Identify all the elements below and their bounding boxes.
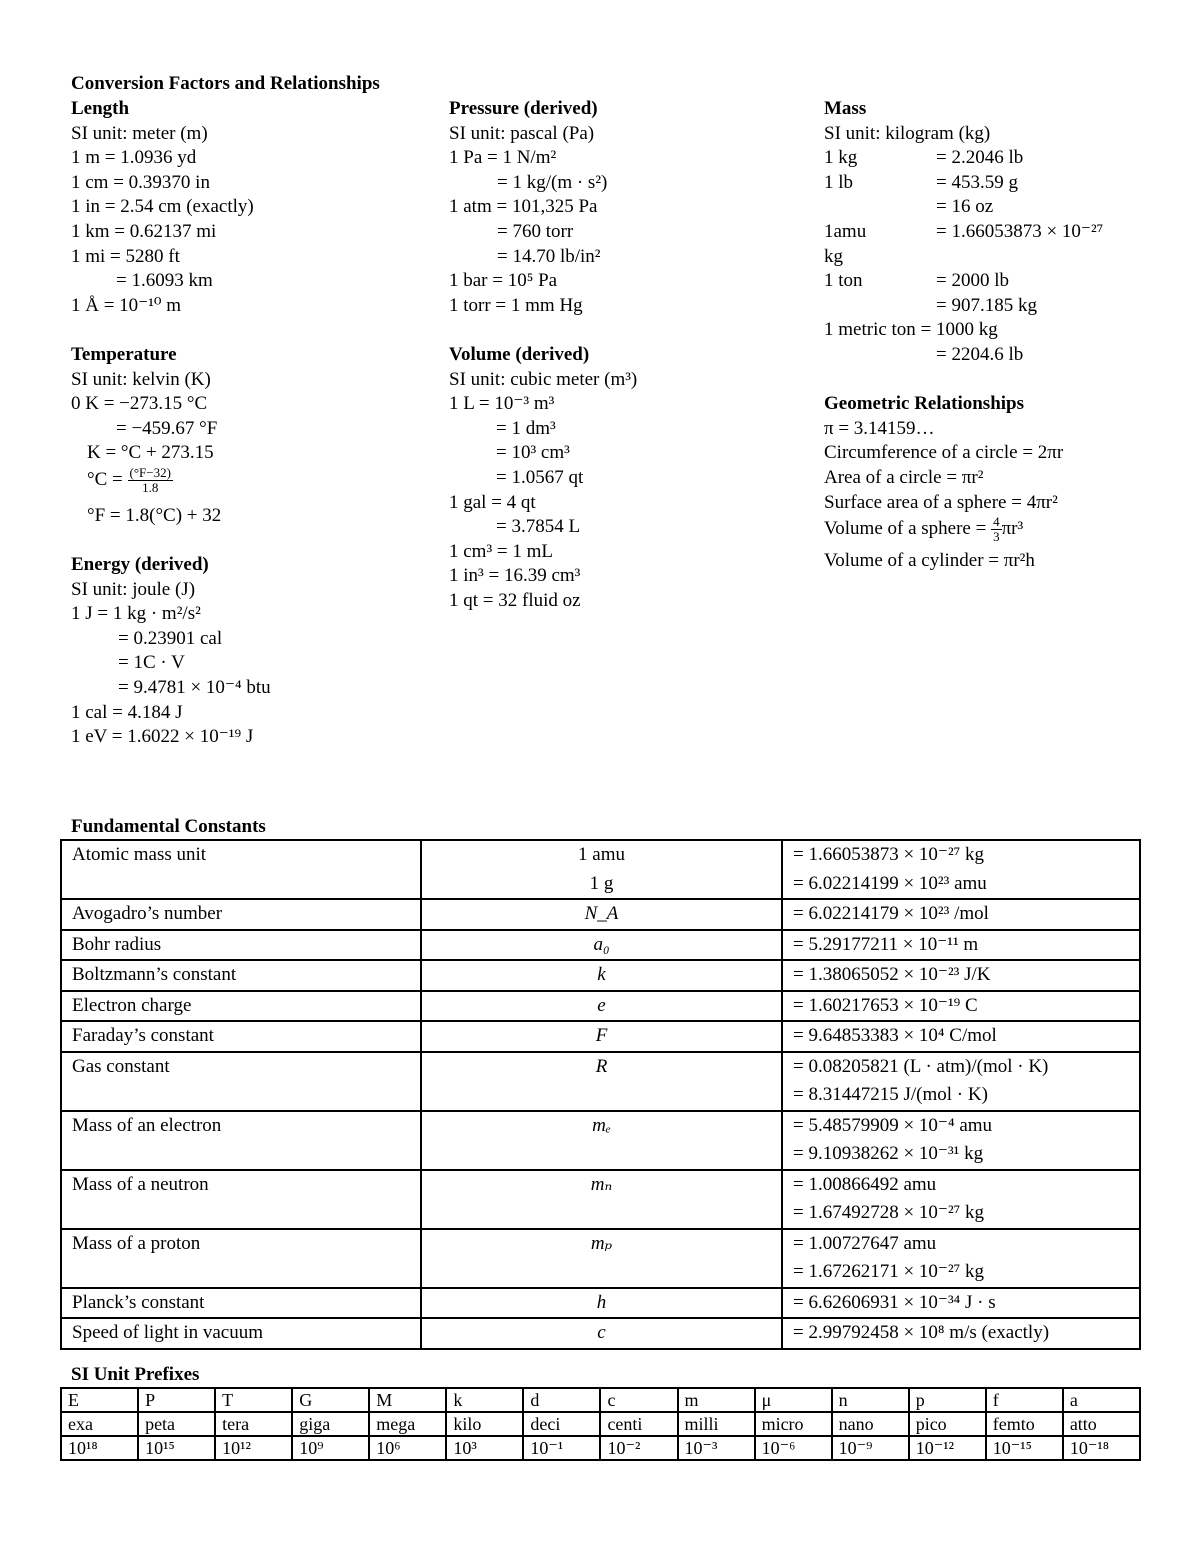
constant-symbol: mₑ — [592, 1114, 611, 1136]
prefix-power: 10⁻¹ — [523, 1436, 600, 1460]
constant-symbol-cell — [421, 1111, 782, 1170]
constant-symbol-cell — [421, 1288, 782, 1319]
constant-symbol: e — [597, 994, 606, 1016]
temperature-heading: Temperature — [71, 343, 177, 365]
constant-symbol: F — [595, 1025, 608, 1046]
celsius-formula — [71, 466, 271, 504]
column-left — [71, 97, 271, 750]
prefix-name: femto — [986, 1412, 1063, 1436]
geometric-line: Area of a circle = πr² — [824, 466, 984, 488]
constant-symbol: 1 amu — [578, 844, 625, 865]
constant-name: Bohr radius — [61, 930, 421, 961]
prefix-name: nano — [832, 1412, 909, 1436]
temperature-line: 0 K = −273.15 °C — [71, 393, 208, 415]
volume-line: 1 in³ = 16.39 cm³ — [449, 565, 581, 587]
constant-value: = 1.66053873 × 10⁻²⁷ kg — [793, 844, 985, 865]
constant-name: Mass of a proton — [61, 1229, 421, 1288]
pressure-heading: Pressure (derived) — [449, 98, 598, 119]
constants-heading: Fundamental Constants — [71, 816, 266, 837]
constant-symbol: N_A — [584, 903, 619, 924]
constants-row — [61, 1111, 1140, 1170]
mass-line: = 2204.6 lb — [936, 343, 1024, 365]
constant-value: = 1.00866492 amu — [793, 1173, 937, 1195]
celsius-fraction-denominator: 1.8 — [142, 479, 159, 495]
volume-line: SI unit: cubic meter (m³) — [449, 368, 638, 390]
constant-value: = 8.31447215 J/(mol · K) — [793, 1084, 988, 1105]
energy-line: 1 J = 1 kg · m²/s² — [71, 603, 201, 625]
constant-value: = 1.67492728 × 10⁻²⁷ kg — [793, 1202, 985, 1223]
prefix-name: peta — [138, 1412, 215, 1436]
constant-symbol: mₙ — [590, 1173, 613, 1195]
temperature-line: SI unit: kelvin (K) — [71, 368, 211, 390]
prefix-power: 10³ — [446, 1436, 523, 1460]
constant-symbol-cell — [421, 899, 782, 930]
prefix-power: 10⁻³ — [678, 1436, 755, 1460]
pressure-line: 1 bar = 10⁵ Pa — [449, 270, 558, 292]
celsius-formula-lhs: °C = — [87, 468, 123, 490]
prefix-name: pico — [909, 1412, 986, 1436]
pressure-line: = 1 kg/(m · s²) — [497, 171, 608, 193]
constant-value-cell — [782, 1111, 1140, 1170]
constant-name: Planck’s constant — [61, 1288, 421, 1319]
constants-row — [61, 1170, 1140, 1229]
mass-row: 1 kg = 2.2046 lb — [824, 147, 1024, 169]
prefix-name: kilo — [446, 1412, 523, 1436]
constant-symbol-cell — [421, 930, 782, 961]
prefix-power-row — [61, 1436, 1140, 1460]
prefix-power: 10⁻² — [600, 1436, 677, 1460]
constant-value: = 1.67262171 × 10⁻²⁷ kg — [793, 1261, 985, 1282]
prefix-power: 10⁶ — [369, 1436, 446, 1460]
constant-symbol-cell — [421, 1052, 782, 1111]
constant-value-cell — [782, 1318, 1140, 1349]
prefix-name-row — [61, 1412, 1140, 1436]
constant-symbol-cell — [421, 1229, 782, 1288]
temperature-line: = −459.67 °F — [116, 417, 218, 439]
prefix-table — [60, 1387, 1141, 1461]
prefix-name: deci — [523, 1412, 600, 1436]
prefix-symbol-row — [61, 1388, 1140, 1412]
prefix-name: tera — [215, 1412, 292, 1436]
constant-symbol-cell — [421, 1021, 782, 1052]
volume-line: 1 qt = 32 fluid oz — [449, 589, 581, 611]
volume-line: 1 L = 10⁻³ m³ — [449, 393, 555, 415]
length-line: 1 Å = 10⁻¹⁰ m — [71, 294, 182, 316]
mass-line: = 16 oz — [936, 196, 994, 218]
constant-symbol-cell — [421, 1170, 782, 1229]
constants-row — [61, 899, 1140, 930]
sphere-volume-fraction: $\frac{4}{3}$ — [993, 514, 1000, 545]
constant-value: = 6.02214179 × 10²³ /mol — [793, 903, 989, 924]
constant-symbol: a₀ — [593, 933, 610, 955]
energy-line: SI unit: joule (J) — [71, 578, 196, 600]
constants-row — [61, 1229, 1140, 1288]
prefix-power: 10⁹ — [292, 1436, 369, 1460]
mass-line: SI unit: kilogram (kg) — [824, 122, 991, 144]
mass-line: = 907.185 kg — [936, 294, 1037, 316]
constant-name: Atomic mass unit — [61, 840, 421, 899]
celsius-fraction-numerator: (°F−32) — [129, 464, 171, 480]
volume-line: = 10³ cm³ — [496, 442, 570, 464]
constant-value: = 2.99792458 × 10⁸ m/s (exactly) — [793, 1322, 1050, 1343]
prefix-symbol: P — [138, 1388, 215, 1412]
mass-row: 1 ton = 2000 lb — [824, 270, 1009, 292]
length-line: 1 cm = 0.39370 in — [71, 171, 210, 193]
prefix-name: centi — [600, 1412, 677, 1436]
prefix-symbol: a — [1063, 1388, 1140, 1412]
constants-row — [61, 960, 1140, 991]
constant-value: = 0.08205821 (L · atm)/(mol · K) — [793, 1055, 1049, 1077]
length-line: 1 mi = 5280 ft — [71, 245, 180, 267]
mass-row: 1amu = 1.66053873 × 10⁻²⁷ — [824, 220, 1104, 242]
pressure-line: SI unit: pascal (Pa) — [449, 122, 595, 144]
length-line: 1 km = 0.62137 mi — [71, 220, 217, 242]
constants-table — [60, 839, 1141, 1350]
pressure-line: 1 atm = 101,325 Pa — [449, 196, 598, 218]
constant-symbol: 1 g — [589, 872, 614, 894]
constant-symbol: k — [597, 964, 606, 985]
prefix-power: 10⁻¹⁸ — [1063, 1436, 1140, 1460]
constant-name: Avogadro’s number — [61, 899, 421, 930]
prefix-symbol: G — [292, 1388, 369, 1412]
volume-line: = 1 dm³ — [496, 417, 556, 439]
length-line: 1 in = 2.54 cm (exactly) — [71, 196, 254, 218]
prefix-name: giga — [292, 1412, 369, 1436]
constant-value: = 1.38065052 × 10⁻²³ J/K — [793, 964, 991, 985]
geometric-heading: Geometric Relationships — [824, 393, 1025, 415]
constant-value-cell — [782, 1021, 1140, 1052]
constant-value: = 5.48579909 × 10⁻⁴ amu — [793, 1114, 993, 1136]
energy-heading: Energy (derived) — [71, 554, 209, 576]
volume-heading: Volume (derived) — [449, 343, 590, 365]
constant-value-cell — [782, 960, 1140, 991]
constant-value-cell — [782, 930, 1140, 961]
prefix-power: 10⁻¹⁵ — [986, 1436, 1063, 1460]
pressure-line: 1 Pa = 1 N/m² — [449, 147, 557, 169]
prefix-power: 10⁻⁹ — [832, 1436, 909, 1460]
length-line: SI unit: meter (m) — [71, 122, 208, 144]
constants-row — [61, 930, 1140, 961]
constant-name: Speed of light in vacuum — [61, 1318, 421, 1349]
prefix-symbol: k — [446, 1388, 523, 1412]
prefix-symbol: d — [523, 1388, 600, 1412]
mass-row: 1 lb = 453.59 g — [824, 171, 1018, 193]
pressure-line: 1 torr = 1 mm Hg — [449, 294, 583, 316]
constant-value-cell — [782, 840, 1140, 899]
mass-line: kg — [824, 245, 843, 267]
prefix-symbol: M — [369, 1388, 446, 1412]
constant-symbol-cell — [421, 960, 782, 991]
prefix-name: micro — [755, 1412, 832, 1436]
prefix-symbol: c — [600, 1388, 677, 1412]
prefix-symbol: E — [61, 1388, 138, 1412]
constants-row — [61, 1288, 1140, 1319]
prefix-name: atto — [1063, 1412, 1140, 1436]
constant-value-cell — [782, 1288, 1140, 1319]
constants-row — [61, 1052, 1140, 1111]
geometric-line: π = 3.14159… — [824, 417, 935, 439]
constant-value: = 1.00727647 amu — [793, 1232, 937, 1254]
energy-line: 1 cal = 4.184 J — [71, 701, 183, 723]
constant-symbol: h — [596, 1291, 607, 1313]
constant-value: = 6.62606931 × 10⁻³⁴ J · s — [793, 1291, 996, 1313]
prefix-symbol: m — [678, 1388, 755, 1412]
mass-line: 1 metric ton = 1000 kg — [824, 319, 998, 341]
constant-value-cell — [782, 991, 1140, 1022]
volume-line: = 3.7854 L — [496, 516, 581, 538]
length-heading: Length — [71, 98, 130, 119]
constant-symbol: c — [597, 1322, 606, 1343]
constant-name: Boltzmann’s constant — [61, 960, 421, 991]
constant-symbol-cell — [421, 1318, 782, 1349]
prefix-power: 10¹⁸ — [61, 1436, 138, 1460]
volume-line: 1 cm³ = 1 mL — [449, 540, 554, 562]
prefix-symbol: n — [832, 1388, 909, 1412]
column-right — [824, 97, 1103, 574]
constant-symbol: mₚ — [590, 1232, 613, 1254]
energy-line: = 1C · V — [118, 652, 185, 674]
prefix-name: milli — [678, 1412, 755, 1436]
constant-name: Faraday’s constant — [61, 1021, 421, 1052]
constant-symbol-cell — [421, 840, 782, 899]
constant-value: = 9.64853383 × 10⁴ C/mol — [793, 1025, 997, 1046]
prefix-power: 10⁻¹² — [909, 1436, 986, 1460]
constant-value: = 9.10938262 × 10⁻³¹ kg — [793, 1143, 984, 1164]
constant-name: Mass of an electron — [61, 1111, 421, 1170]
constant-value-cell — [782, 1170, 1140, 1229]
energy-line: 1 eV = 1.6022 × 10⁻¹⁹ J — [71, 726, 254, 748]
constant-symbol-cell — [421, 991, 782, 1022]
constant-value: = 1.60217653 × 10⁻¹⁹ C — [793, 994, 978, 1016]
prefix-name: mega — [369, 1412, 446, 1436]
constants-row — [61, 840, 1140, 899]
page-title: Conversion Factors and Relationships — [71, 73, 380, 94]
prefix-power: 10¹⁵ — [138, 1436, 215, 1460]
energy-line: = 9.4781 × 10⁻⁴ btu — [118, 677, 271, 699]
energy-line: = 0.23901 cal — [118, 627, 223, 649]
fahrenheit-formula: °F = 1.8(°C) + 32 — [87, 504, 222, 526]
celsius-fraction — [128, 466, 173, 495]
constant-value-cell — [782, 1052, 1140, 1111]
sphere-volume-formula: Volume of a sphere = $\frac{4}{3}$ πr³ — [824, 514, 1024, 545]
constants-row — [61, 991, 1140, 1022]
volume-line: = 1.0567 qt — [496, 466, 584, 488]
volume-line: 1 gal = 4 qt — [449, 491, 536, 513]
mass-heading: Mass — [824, 98, 867, 119]
geometric-line: Circumference of a circle = 2πr — [824, 442, 1064, 464]
prefix-symbol: p — [909, 1388, 986, 1412]
cylinder-volume-formula: Volume of a cylinder = πr²h — [824, 550, 1035, 572]
constants-row — [61, 1318, 1140, 1349]
constant-value: = 5.29177211 × 10⁻¹¹ m — [793, 933, 979, 955]
pressure-line: = 760 torr — [497, 220, 574, 242]
prefix-power: 10⁻⁶ — [755, 1436, 832, 1460]
prefixes-heading: SI Unit Prefixes — [71, 1364, 200, 1385]
prefix-symbol: μ — [755, 1388, 832, 1412]
constant-name: Mass of a neutron — [61, 1170, 421, 1229]
temperature-line: K = °C + 273.15 — [87, 442, 214, 464]
constant-symbol: R — [595, 1055, 608, 1077]
length-line: 1 m = 1.0936 yd — [71, 147, 197, 169]
prefix-name: exa — [61, 1412, 138, 1436]
length-line: = 1.6093 km — [116, 270, 213, 292]
column-middle — [449, 97, 637, 613]
geometric-line: Surface area of a sphere = 4πr² — [824, 491, 1058, 513]
constant-name: Gas constant — [61, 1052, 421, 1111]
prefix-symbol: f — [986, 1388, 1063, 1412]
constant-value-cell — [782, 899, 1140, 930]
pressure-line: = 14.70 lb/in² — [497, 245, 601, 267]
constants-row — [61, 1021, 1140, 1052]
constant-value-cell — [782, 1229, 1140, 1288]
constant-value: = 6.02214199 × 10²³ amu — [793, 872, 987, 894]
prefix-power: 10¹² — [215, 1436, 292, 1460]
constant-name: Electron charge — [61, 991, 421, 1022]
prefix-symbol: T — [215, 1388, 292, 1412]
